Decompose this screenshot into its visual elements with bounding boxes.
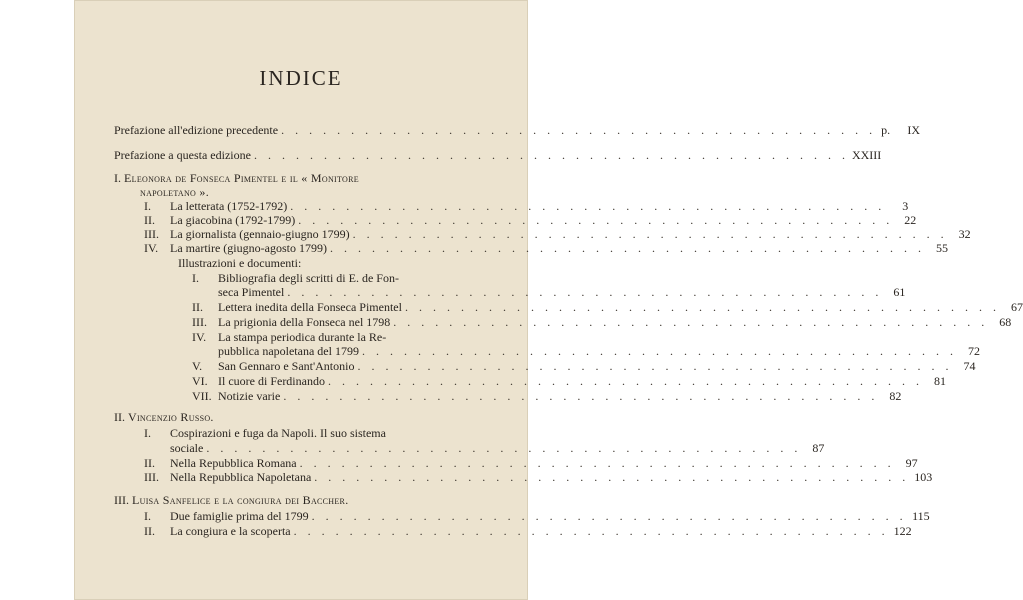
entry-text: La stampa periodica durante la Re- (218, 330, 387, 344)
part-numeral: I. (114, 171, 121, 185)
dot-leader: . . . . . . . . . . . . . . . . . . . . . . . . . . . . . . . . . . . . . . . . . . . (357, 359, 953, 373)
entry-page: 67 (1010, 300, 1023, 314)
toc-entry-preface-current (114, 148, 882, 163)
dot-leader: . . . . . . . . . . . . . . . . . . . . . . . . . . . . . . . . . . . . . . . . . . . (393, 315, 989, 329)
dot-leader: . . . . . . . . . . . . . . . . . . . . . . . . . . . . . . . . . . . . . . . . . . . (314, 470, 910, 484)
toc-entry-appendix (192, 374, 946, 389)
part-heading-3 (114, 493, 349, 508)
chapter-numeral: IV. (144, 241, 159, 255)
page-title: INDICE (259, 66, 343, 90)
entry-page: 61 (893, 285, 906, 299)
entry-text: La giornalista (gennaio-giugno 1799) (170, 227, 350, 241)
chapter-numeral: III. (144, 227, 159, 241)
entry-text: Cospirazioni e fuga da Napoli. Il suo sistema (170, 426, 386, 440)
dot-leader: . . . . . . . . . . . . . . . . . . . . . . . . . . . . . . . . . . . . . . . . . . . (287, 285, 883, 299)
entry-page: 22 (904, 213, 917, 227)
dot-leader: . . . . . . . . . . . . . . . . . . . . . . . . . . . . . . . . . . . . . . . . . . . (299, 456, 895, 470)
part-heading-1 (114, 171, 359, 186)
chapter-numeral: I. (144, 509, 151, 523)
chapter-numeral: II. (144, 213, 155, 227)
appendix-entry-line1 (192, 330, 386, 345)
chapter-numeral: II. (144, 456, 155, 470)
part-title: Eleonora de Fonseca Pimentel e il « Monitore (124, 171, 359, 185)
toc-entry-chapter (170, 441, 825, 456)
toc-entry-chapter (144, 509, 930, 524)
dot-leader: . . . . . . . . . . . . . . . . . . . . . . . . . . . . . . . . . . . . . . . . . . . (327, 374, 923, 388)
entry-page: XXIII (851, 148, 882, 162)
entry-page: 122 (893, 524, 912, 538)
part-heading-1-cont: napoletano ». (140, 185, 210, 199)
part-heading-2 (114, 410, 214, 425)
entry-text: Prefazione all'edizione precedente (114, 123, 279, 137)
appendix-entry-line1 (192, 271, 399, 286)
entry-text: Lettera inedita della Fonseca Pimentel (218, 300, 402, 314)
appendix-numeral: V. (192, 359, 203, 373)
entry-page: 103 (914, 470, 933, 484)
entry-page: 87 (812, 441, 825, 455)
toc-entry-appendix (218, 344, 980, 359)
entry-text: La prigionia della Fonseca nel 1798 (218, 315, 391, 329)
toc-entry-chapter (144, 241, 948, 256)
entry-page: 115 (912, 509, 930, 523)
dot-leader: . . . . . . . . . . . . . . . . . . . . . . . . . . . . . . . . . . . . . . . . . . . (298, 213, 894, 227)
entry-page: IX (907, 123, 921, 137)
entry-text: Nella Repubblica Napoletana (170, 470, 312, 484)
dot-leader: . . . . . . . . . . . . . . . . . . . . . . . . . . . . . . . . . . . . . . . . . . . (329, 241, 925, 255)
book-page (74, 0, 1023, 600)
appendix-numeral: VII. (192, 389, 212, 403)
chapter-numeral: II. (144, 524, 155, 538)
entry-text: La martire (giugno-agosto 1799) (170, 241, 327, 255)
entry-text: San Gennaro e Sant'Antonio (218, 359, 355, 373)
part-numeral: III. (114, 493, 129, 507)
entry-text: La congiura e la scoperta (170, 524, 291, 538)
toc-entry-appendix (192, 359, 976, 374)
page-prefix: p. (881, 123, 891, 137)
entry-page: 32 (958, 227, 971, 241)
toc-entry-chapter (144, 470, 933, 485)
dot-leader: . . . . . . . . . . . . . . . . . . . . . . . . . . . . . . . . . . . . . . . . . . . (283, 389, 879, 403)
appendix-numeral: II. (192, 300, 203, 314)
toc-entry-appendix (218, 285, 906, 300)
entry-page: 55 (935, 241, 948, 255)
appendix-numeral: IV. (192, 330, 207, 344)
dot-leader: . . . . . . . . . . . . . . . . . . . . . . . . . . . . . . . . . . . . . . . . . . . (311, 509, 907, 523)
dot-leader: . . . . . . . . . . . . . . . . . . . . . . . . . . . . . . . . . . . . . . . . . . . (206, 441, 802, 455)
dot-leader: . . . . . . . . . . . . . . . . . . . . . . . . . . . . . . . . . . . . . . . . . . . (293, 524, 889, 538)
dot-leader: . . . . . . . . . . . . . . . . . . . . . . . . . . . . . . . . . . . . . . . . . . . (404, 300, 1000, 314)
chapter-numeral: III. (144, 470, 159, 484)
entry-page: 3 (902, 199, 909, 213)
appendix-title: Illustrazioni e documenti: (178, 256, 302, 270)
part-title: Vincenzio Russo. (128, 410, 214, 424)
entry-text: Notizie varie (218, 389, 281, 403)
entry-text: La letterata (1752-1792) (170, 199, 288, 213)
entry-page: 74 (963, 359, 976, 373)
toc-entry-appendix (192, 315, 1012, 330)
chapter-entry-line1 (144, 426, 386, 441)
entry-text-cont: seca Pimentel (218, 285, 285, 299)
dot-leader: . . . . . . . . . . . . . . . . . . . . . . . . . . . . . . . . . . . . . . . . . . . (281, 123, 877, 137)
toc-entry-appendix (192, 389, 902, 404)
appendix-numeral: VI. (192, 374, 208, 388)
entry-page: 72 (967, 344, 980, 358)
part-title: Luisa Sanfelice e la congiura dei Baccher. (132, 493, 349, 507)
entry-text-cont: pubblica napoletana del 1799 (218, 344, 359, 358)
entry-text: Prefazione a questa edizione (114, 148, 251, 162)
toc-entry-chapter (144, 524, 912, 539)
dot-leader: . . . . . . . . . . . . . . . . . . . . . . . . . . . . . . . . . . . . . . . . . . . (361, 344, 957, 358)
toc-entry-preface-previous (114, 123, 921, 138)
dot-leader: . . . . . . . . . . . . . . . . . . . . . . . . . . . . . . . . . . . . . . . . . . . (253, 148, 849, 162)
appendix-numeral: III. (192, 315, 207, 329)
dot-leader: . . . . . . . . . . . . . . . . . . . . . . . . . . . . . . . . . . . . . . . . . . . (290, 199, 886, 213)
entry-text: Bibliografia degli scritti di E. de Fon- (218, 271, 399, 285)
dot-leader: . . . . . . . . . . . . . . . . . . . . . . . . . . . . . . . . . . . . . . . . . . . (352, 227, 948, 241)
entry-text: Il cuore di Ferdinando (218, 374, 325, 388)
entry-page: 82 (889, 389, 902, 403)
toc-entry-chapter (144, 227, 971, 242)
entry-text-cont: sociale (170, 441, 204, 455)
entry-page: 68 (999, 315, 1012, 329)
toc-entry-appendix (192, 300, 1023, 315)
entry-text: Nella Repubblica Romana (170, 456, 297, 470)
toc-entry-chapter (144, 199, 909, 214)
entry-page: 97 (905, 456, 918, 470)
entry-text: La giacobina (1792-1799) (170, 213, 296, 227)
entry-text: Due famiglie prima del 1799 (170, 509, 309, 523)
part-numeral: II. (114, 410, 125, 424)
chapter-numeral: I. (144, 426, 151, 440)
toc-entry-chapter (144, 456, 918, 471)
entry-page: 81 (933, 374, 946, 388)
chapter-numeral: I. (144, 199, 151, 213)
appendix-numeral: I. (192, 271, 199, 285)
toc-entry-chapter (144, 213, 917, 228)
